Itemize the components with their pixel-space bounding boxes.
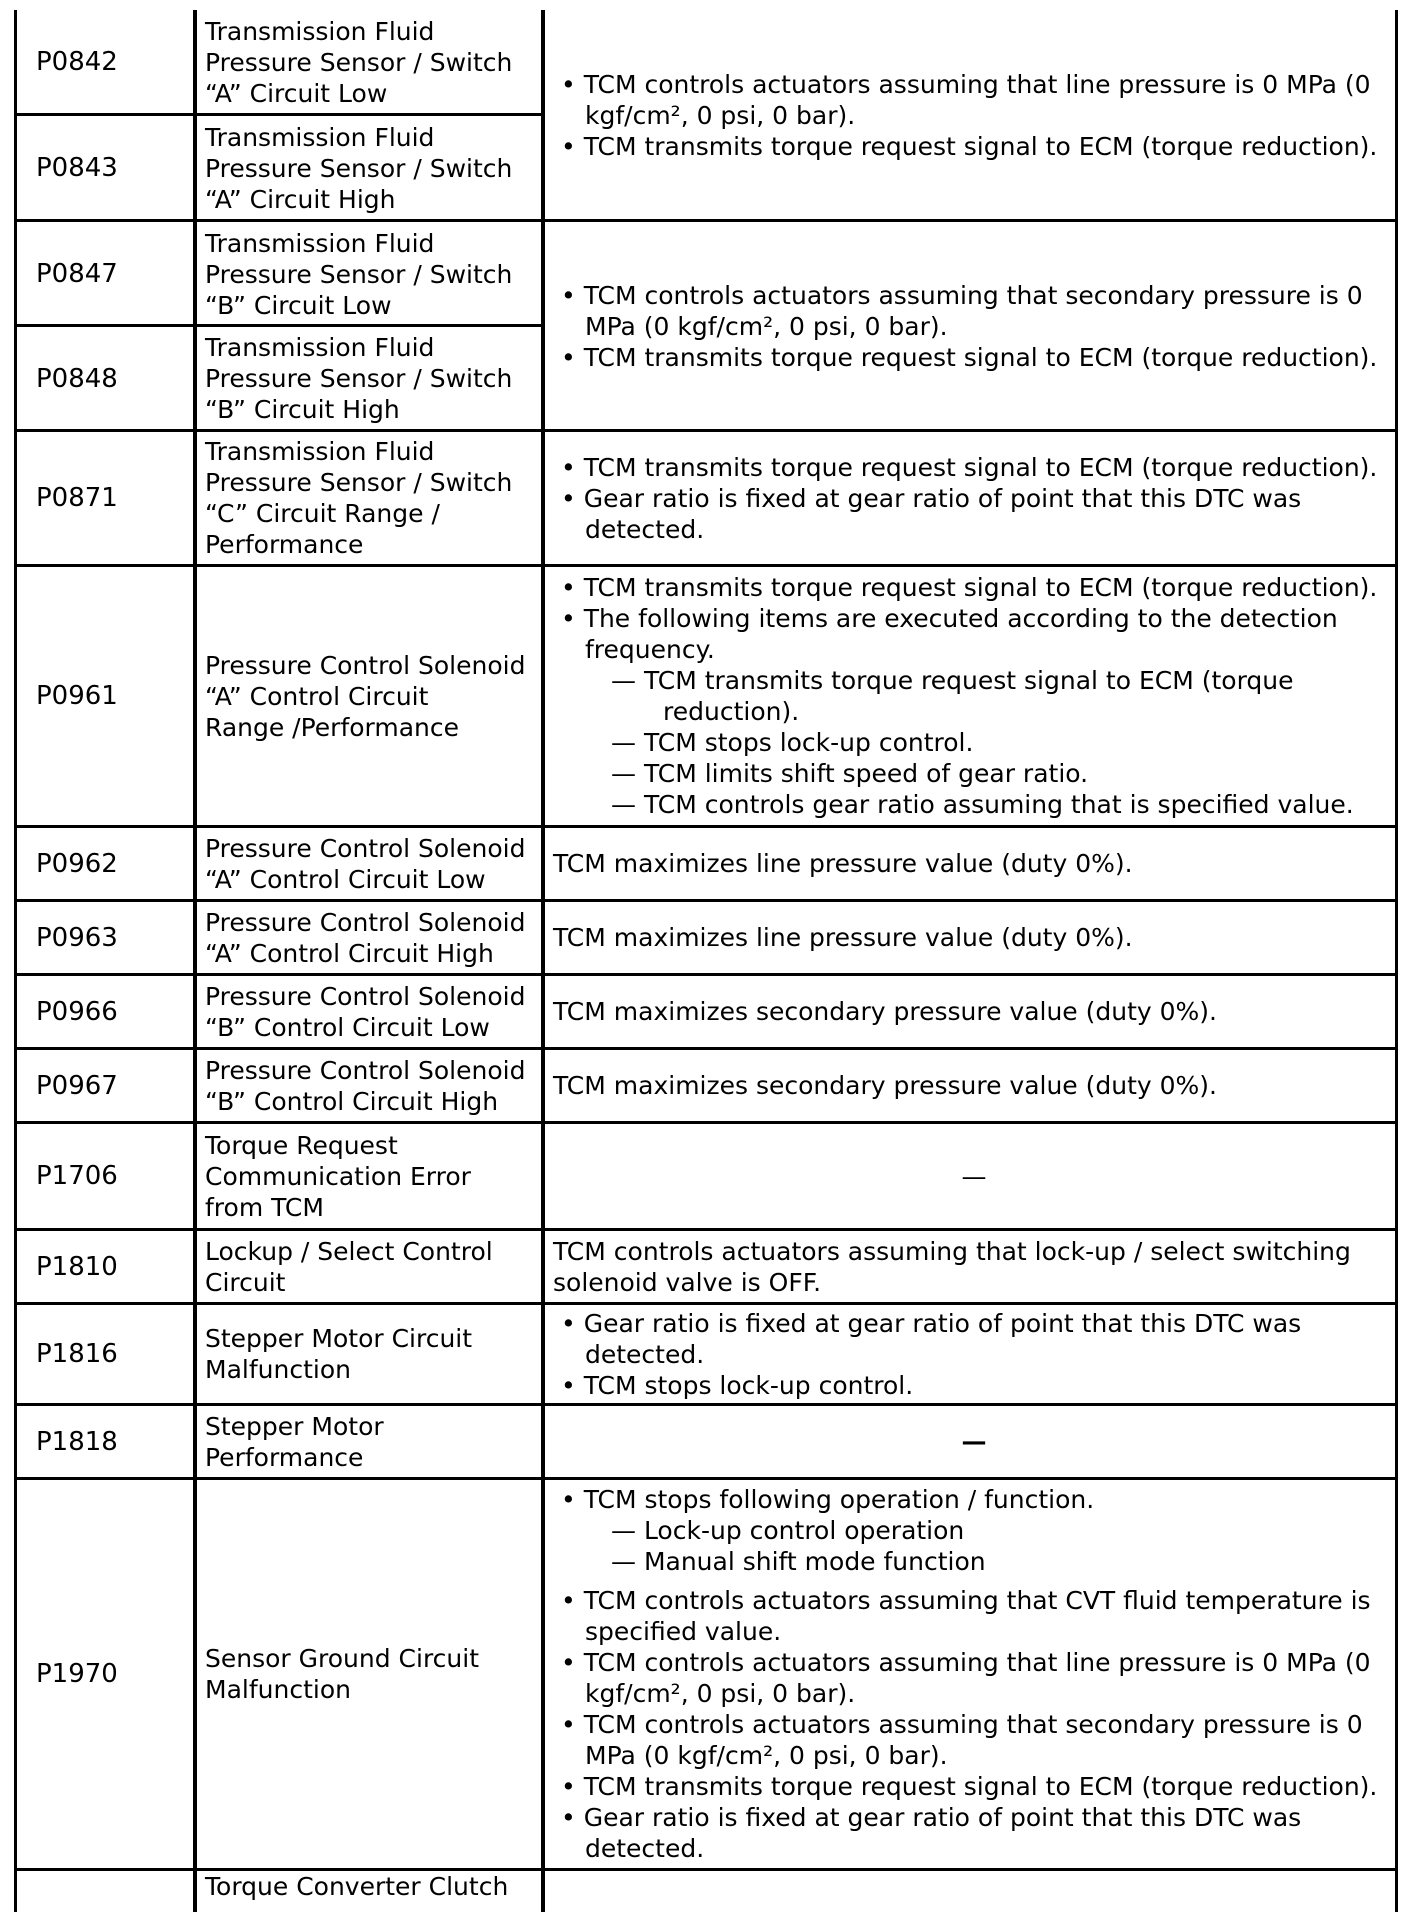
dtc-code: P0843 bbox=[36, 153, 118, 183]
dtc-code: P0871 bbox=[36, 483, 118, 513]
sub-bullet-item: — Manual shift mode function bbox=[611, 1547, 986, 1576]
dtc-code: P0966 bbox=[36, 996, 118, 1027]
fail-safe-description: TCM maximizes line pressure value (duty 0%). bbox=[553, 849, 1133, 878]
list-spacer bbox=[553, 1577, 1395, 1585]
dtc-code: P0842 bbox=[36, 47, 118, 77]
bullet-list bbox=[553, 1484, 1395, 1864]
dtc-name: Pressure Control Solenoid “A” Control Circuit Range /Performance bbox=[205, 650, 526, 742]
sub-bullet-item: — TCM limits shift speed of gear ratio. bbox=[611, 759, 1089, 788]
column-divider bbox=[541, 10, 545, 1912]
bullet-item: • TCM transmits torque request signal to ECM (torque reduction). bbox=[561, 1772, 1378, 1801]
row-divider bbox=[14, 1228, 1398, 1231]
bullet-list bbox=[553, 452, 1395, 545]
dtc-code: P1818 bbox=[36, 1426, 118, 1457]
row-divider bbox=[14, 113, 544, 116]
row-divider bbox=[14, 1403, 1398, 1406]
sub-bullet-item: — Lock-up control operation bbox=[611, 1516, 965, 1545]
row-divider bbox=[14, 324, 544, 327]
dtc-name: Torque Request Communication Error from TCM bbox=[205, 1130, 471, 1222]
dtc-name: Sensor Ground Circuit Malfunction bbox=[205, 1644, 480, 1704]
fail-safe-description: TCM controls actuators assuming that lock-up / select switching solenoid valve is OFF. bbox=[553, 1236, 1351, 1297]
dtc-name: Pressure Control Solenoid “A” Control Circuit Low bbox=[205, 833, 526, 894]
sub-bullet-item: — TCM controls gear ratio assuming that is specified value. bbox=[611, 790, 1354, 819]
fail-safe-description: TCM maximizes secondary pressure value (duty 0%). bbox=[553, 997, 1218, 1026]
row-divider bbox=[14, 973, 1398, 976]
dtc-code: P0962 bbox=[36, 848, 118, 879]
fail-safe-description bbox=[545, 222, 1395, 430]
row-divider bbox=[14, 1477, 1398, 1480]
bullet-list bbox=[553, 280, 1395, 373]
dtc-name: Transmission Fluid Pressure Sensor / Switch “B” Circuit High bbox=[205, 333, 513, 424]
row-divider bbox=[14, 1868, 1398, 1871]
dtc-name: Stepper Motor Circuit Malfunction bbox=[205, 1324, 473, 1384]
row-divider bbox=[14, 429, 1398, 432]
bullet-item: • Gear ratio is fixed at gear ratio of point that this DTC was detected. bbox=[561, 483, 1302, 544]
dtc-name: Transmission Fluid Pressure Sensor / Switch “A” Circuit High bbox=[205, 122, 513, 214]
dtc-code: P1970 bbox=[36, 1659, 118, 1689]
fail-safe-description bbox=[545, 10, 1395, 220]
bullet-item: • TCM controls actuators assuming that secondary pressure is 0 MPa (0 kgf/cm², 0 psi, 0 bar). bbox=[561, 280, 1363, 341]
row-divider bbox=[14, 825, 1398, 828]
bullet-item: • TCM transmits torque request signal to ECM (torque reduction). bbox=[561, 452, 1378, 482]
row-divider bbox=[14, 899, 1398, 902]
row-divider bbox=[14, 564, 1398, 567]
fail-safe-description: TCM maximizes line pressure value (duty 0%). bbox=[553, 923, 1133, 952]
bullet-list bbox=[553, 1308, 1395, 1401]
row-divider bbox=[14, 1121, 1398, 1124]
sub-bullet-item: — TCM transmits torque request signal to ECM (torque reduction). bbox=[611, 666, 1294, 726]
dtc-code: P0967 bbox=[36, 1070, 118, 1101]
fail-safe-description bbox=[545, 432, 1395, 564]
bullet-item: • TCM transmits torque request signal to ECM (torque reduction). bbox=[561, 573, 1378, 602]
column-divider bbox=[14, 10, 17, 1912]
bullet-item: • TCM stops lock-up control. bbox=[561, 1370, 914, 1400]
fail-safe-description bbox=[545, 1305, 1395, 1403]
column-divider bbox=[1395, 10, 1398, 1912]
dtc-code: P0847 bbox=[36, 259, 118, 289]
fail-safe-description: — bbox=[961, 1161, 987, 1191]
bullet-item: • TCM transmits torque request signal to ECM (torque reduction). bbox=[561, 131, 1378, 161]
dtc-name: Stepper Motor Performance bbox=[205, 1411, 384, 1472]
dtc-name: Transmission Fluid Pressure Sensor / Switch “B” Circuit Low bbox=[205, 228, 513, 320]
fail-safe-description bbox=[545, 567, 1395, 825]
row-divider bbox=[14, 219, 1398, 222]
bullet-item: • Gear ratio is fixed at gear ratio of point that this DTC was detected. bbox=[561, 1308, 1302, 1369]
row-divider bbox=[14, 1047, 1398, 1050]
bullet-item: • Gear ratio is fixed at gear ratio of point that this DTC was detected. bbox=[561, 1803, 1302, 1863]
bullet-list bbox=[553, 572, 1395, 820]
bullet-item: • TCM controls actuators assuming that line pressure is 0 MPa (0 kgf/cm², 0 psi, 0 bar). bbox=[561, 69, 1371, 130]
bullet-item: • TCM controls actuators assuming that line pressure is 0 MPa (0 kgf/cm², 0 psi, 0 bar). bbox=[561, 1648, 1371, 1708]
dtc-name: Transmission Fluid Pressure Sensor / Switch “C” Circuit Range / Performance bbox=[205, 437, 513, 559]
sub-bullet-item: — TCM stops lock-up control. bbox=[611, 728, 974, 757]
dtc-name: Transmission Fluid Pressure Sensor / Switch “A” Circuit Low bbox=[205, 16, 513, 108]
dtc-code: P0963 bbox=[36, 922, 118, 953]
bullet-item: • TCM transmits torque request signal to ECM (torque reduction). bbox=[561, 342, 1378, 372]
bullet-list bbox=[553, 69, 1395, 162]
dtc-name: Lockup / Select Control Circuit bbox=[205, 1236, 493, 1297]
dtc-code: P1810 bbox=[36, 1251, 118, 1282]
dtc-name: Pressure Control Solenoid “B” Control Circuit Low bbox=[205, 981, 526, 1042]
bullet-item: • TCM controls actuators assuming that secondary pressure is 0 MPa (0 kgf/cm², 0 psi, 0 bar). bbox=[561, 1710, 1363, 1770]
dtc-code: P0961 bbox=[36, 681, 118, 711]
fail-safe-description bbox=[545, 1480, 1395, 1868]
column-divider bbox=[193, 10, 197, 1912]
row-divider bbox=[14, 1302, 1398, 1305]
dtc-code: P1816 bbox=[36, 1339, 118, 1369]
bullet-item: • TCM controls actuators assuming that CVT fluid temperature is specified value. bbox=[561, 1586, 1371, 1646]
fail-safe-description: — bbox=[961, 1427, 987, 1456]
dtc-name: Pressure Control Solenoid “B” Control Circuit High bbox=[205, 1055, 526, 1116]
fail-safe-description: TCM maximizes secondary pressure value (duty 0%). bbox=[553, 1071, 1218, 1100]
dtc-name: Torque Converter Clutch bbox=[205, 1872, 509, 1901]
bullet-item: • The following items are executed according to the detection frequency. bbox=[561, 604, 1338, 664]
bullet-item: • TCM stops following operation / function. bbox=[561, 1485, 1095, 1514]
dtc-code: P0848 bbox=[36, 363, 118, 394]
dtc-code: P1706 bbox=[36, 1161, 118, 1191]
dtc-name: Pressure Control Solenoid “A” Control Circuit High bbox=[205, 907, 526, 968]
